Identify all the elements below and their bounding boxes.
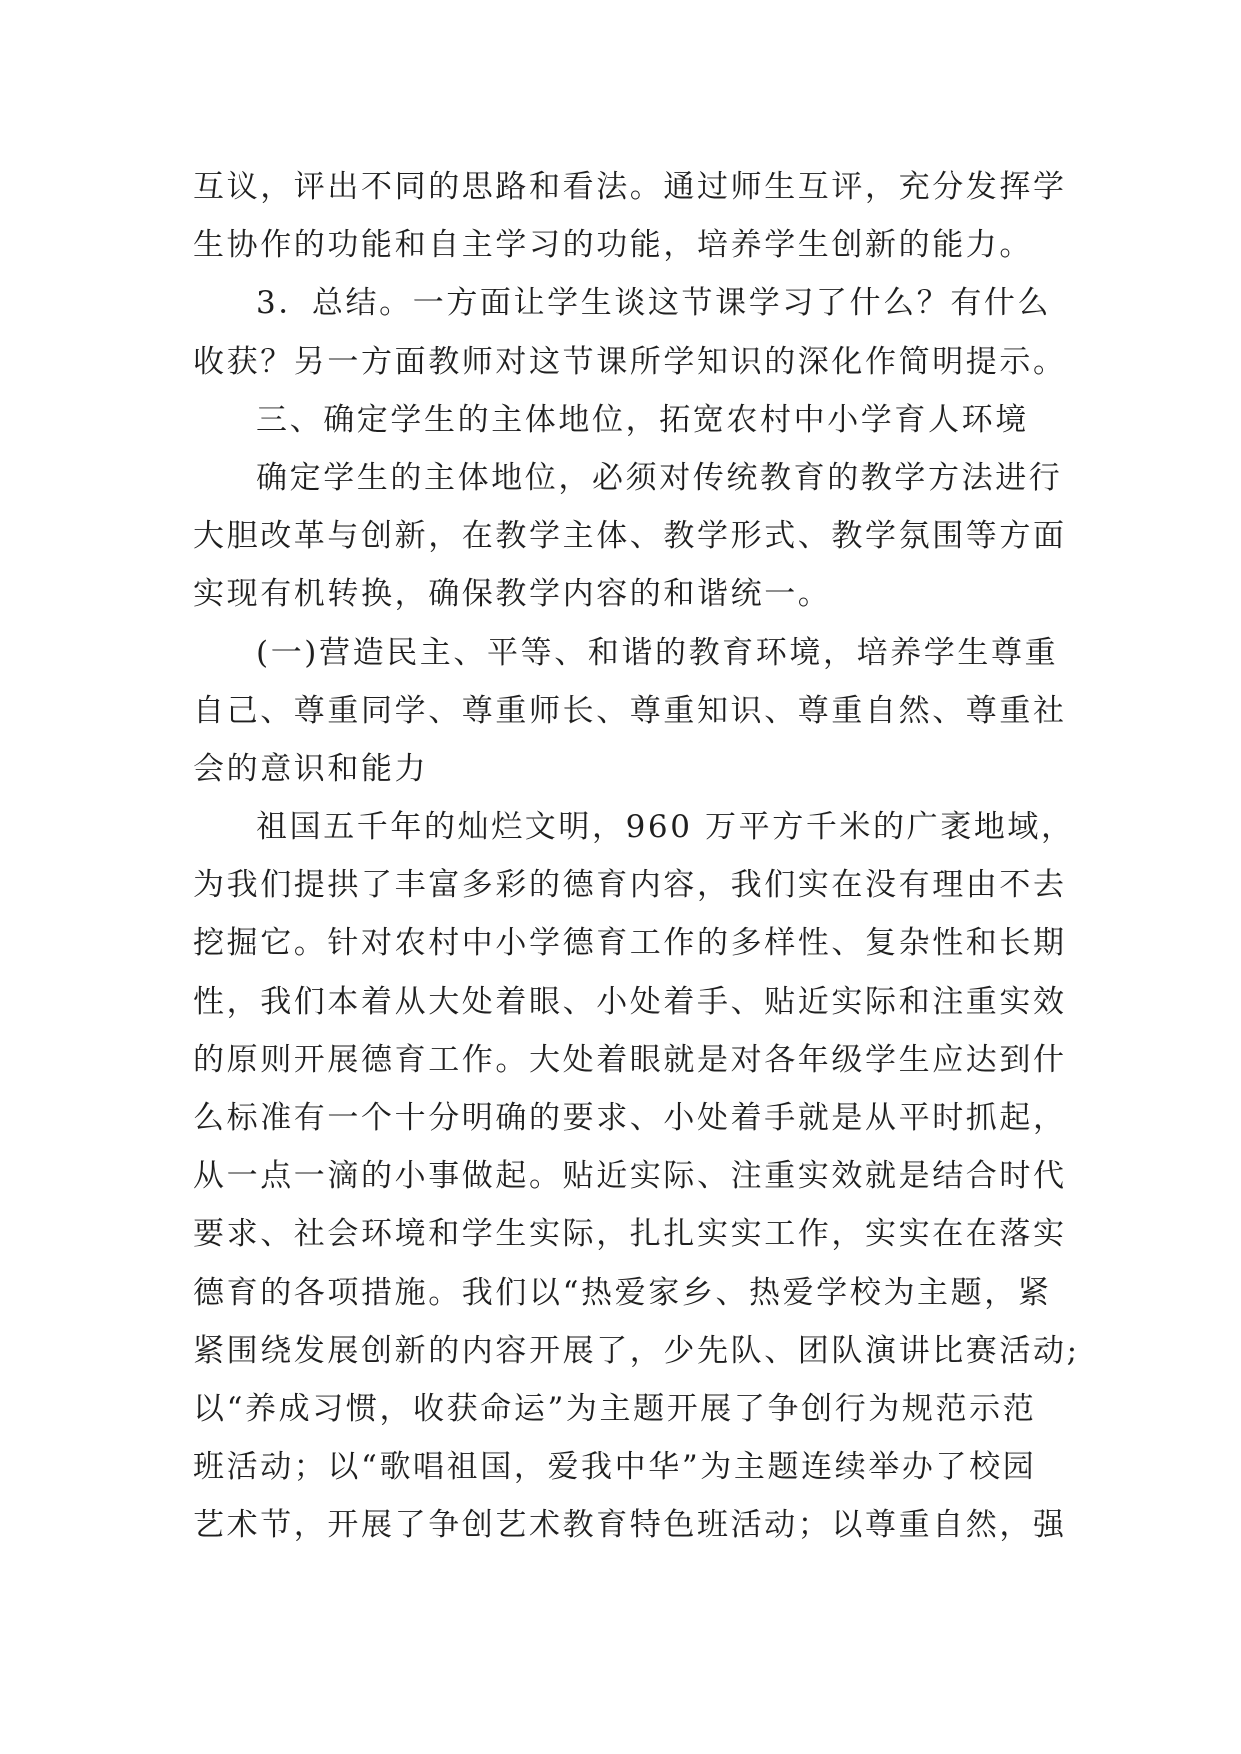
- text-line: 德育的各项措施。我们以“热爱家乡、热爱学校为主题，紧: [193, 1274, 1052, 1311]
- section-heading: 三、确定学生的主体地位，拓宽农村中小学育人环境: [256, 401, 1029, 438]
- text-line: 挖掘它。针对农村中小学德育工作的多样性、复杂性和长期: [193, 925, 1067, 962]
- text-line: 生协作的功能和自主学习的功能，培养学生创新的能力。: [193, 227, 1033, 264]
- text-line: 3．总结。一方面让学生谈这节课学习了什么？有什么: [256, 285, 1052, 322]
- text-line: 为我们提拱了丰富多彩的德育内容，我们实在没有理由不去: [193, 867, 1067, 904]
- subsection-heading: (一)营造民主、平等、和谐的教育环境，培养学生尊重: [256, 634, 1059, 671]
- text-line: 艺术节，开展了争创艺术教育特色班活动；以尊重自然，强: [193, 1507, 1067, 1544]
- text-line: 确定学生的主体地位，必须对传统教育的教学方法进行: [256, 459, 1063, 496]
- text-line: 互议，评出不同的思路和看法。通过师生互评，充分发挥学: [193, 169, 1067, 205]
- text-line: 紧围绕发展创新的内容开展了，少先队、团队演讲比赛活动;: [193, 1332, 1080, 1369]
- text-line: 么标准有一个十分明确的要求、小处着手就是从平时抓起，: [193, 1100, 1067, 1136]
- text-line: 要求、社会环境和学生实际，扎扎实实工作，实实在在落实: [193, 1216, 1067, 1253]
- text-line: 以“养成习惯，收获命运”为主题开展了争创行为规范示范: [193, 1390, 1037, 1427]
- text-line: 祖国五千年的灿烂文明，960 万平方千米的广袤地域，: [256, 809, 1075, 846]
- text-line: 收获？另一方面教师对这节课所学知识的深化作简明提示。: [193, 343, 1067, 380]
- body-text: [193, 158, 1080, 1555]
- subsection-heading: 自己、尊重同学、尊重师长、尊重知识、尊重自然、尊重社: [193, 692, 1067, 729]
- subsection-heading: 会的意识和能力: [193, 750, 429, 787]
- text-line: 从一点一滴的小事做起。贴近实际、注重实效就是结合时代: [193, 1158, 1067, 1195]
- text-line: 实现有机转换，确保教学内容的和谐统一。: [193, 576, 832, 613]
- text-line: 班活动；以“歌唱祖国，爱我中华”为主题连续举办了校园: [193, 1449, 1037, 1486]
- text-line: 性，我们本着从大处着眼、小处着手、贴近实际和注重实效: [193, 983, 1067, 1020]
- text-line: 的原则开展德育工作。大处着眼就是对各年级学生应达到什: [193, 1041, 1067, 1078]
- text-line: 大胆改革与创新，在教学主体、教学形式、教学氛围等方面: [193, 518, 1067, 555]
